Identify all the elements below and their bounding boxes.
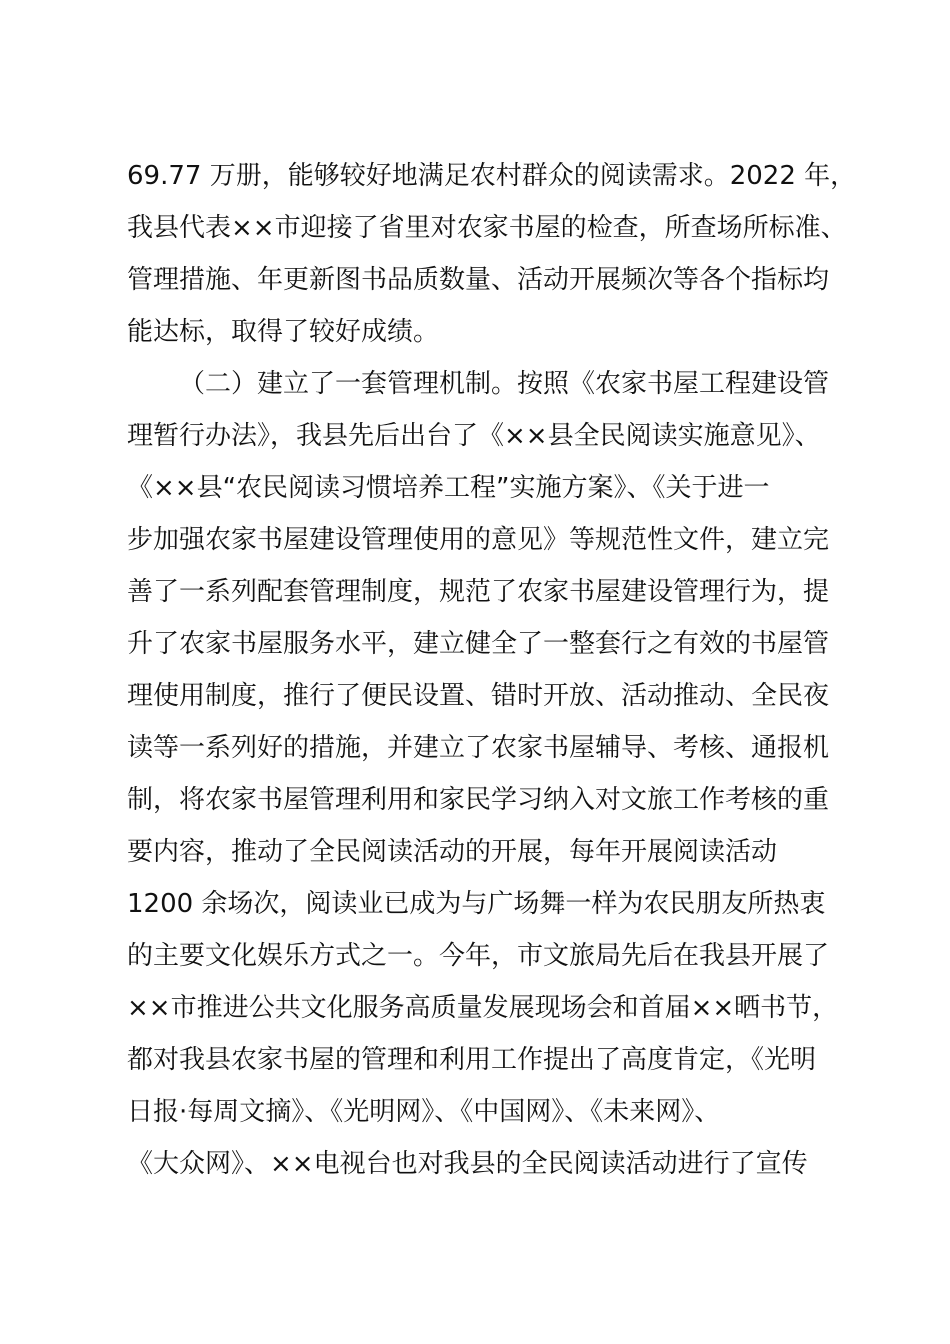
text-line: 要内容，推动了全民阅读活动的开展，每年开展阅读活动 [127, 837, 778, 867]
text-line: 管理措施、年更新图书品质数量、活动开展频次等各个指标均 [127, 265, 830, 295]
text-line: 69.77 万册，能够较好地满足农村群众的阅读需求。2022 年， [127, 161, 857, 191]
text-line: 《××县“农民阅读习惯培养工程”实施方案》、《关于进一 [127, 473, 770, 503]
text-line: 1200 余场次，阅读业已成为与广场舞一样为农民朋友所热衷 [127, 889, 826, 919]
text-line: 制，将农家书屋管理利用和家民学习纳入对文旅工作考核的重 [127, 785, 830, 815]
text-line: 理暂行办法》，我县先后出台了《××县全民阅读实施意见》、 [127, 421, 821, 451]
text-line: 步加强农家书屋建设管理使用的意见》等规范性文件，建立完 [127, 525, 830, 555]
body-text [127, 150, 867, 1190]
text-line: 我县代表××市迎接了省里对农家书屋的检查，所查场所标准、 [127, 213, 847, 243]
text-line: 都对我县农家书屋的管理和利用工作提出了高度肯定，《光明 [127, 1045, 817, 1075]
text-line: 升了农家书屋服务水平，建立健全了一整套行之有效的书屋管 [127, 629, 830, 659]
text-line: 《大众网》、××电视台也对我县的全民阅读活动进行了宣传 [127, 1149, 808, 1179]
text-line: 善了一系列配套管理制度，规范了农家书屋建设管理行为，提 [127, 577, 830, 607]
text-line: ××市推进公共文化服务高质量发展现场会和首届××晒书节， [127, 993, 839, 1023]
text-line: 理使用制度，推行了便民设置、错时开放、活动推动、全民夜 [127, 681, 830, 711]
text-line: 读等一系列好的措施，并建立了农家书屋辅导、考核、通报机 [127, 733, 830, 763]
paragraph-start-line: （二）建立了一套管理机制。按照《农家书屋工程建设管 [179, 369, 830, 399]
text-line: 能达标，取得了较好成绩。 [127, 317, 440, 347]
text-line: 日报·每周文摘》、《光明网》、《中国网》、《未来网》、 [127, 1097, 721, 1127]
text-line: 的主要文化娱乐方式之一。今年，市文旅局先后在我县开展了 [127, 941, 830, 971]
